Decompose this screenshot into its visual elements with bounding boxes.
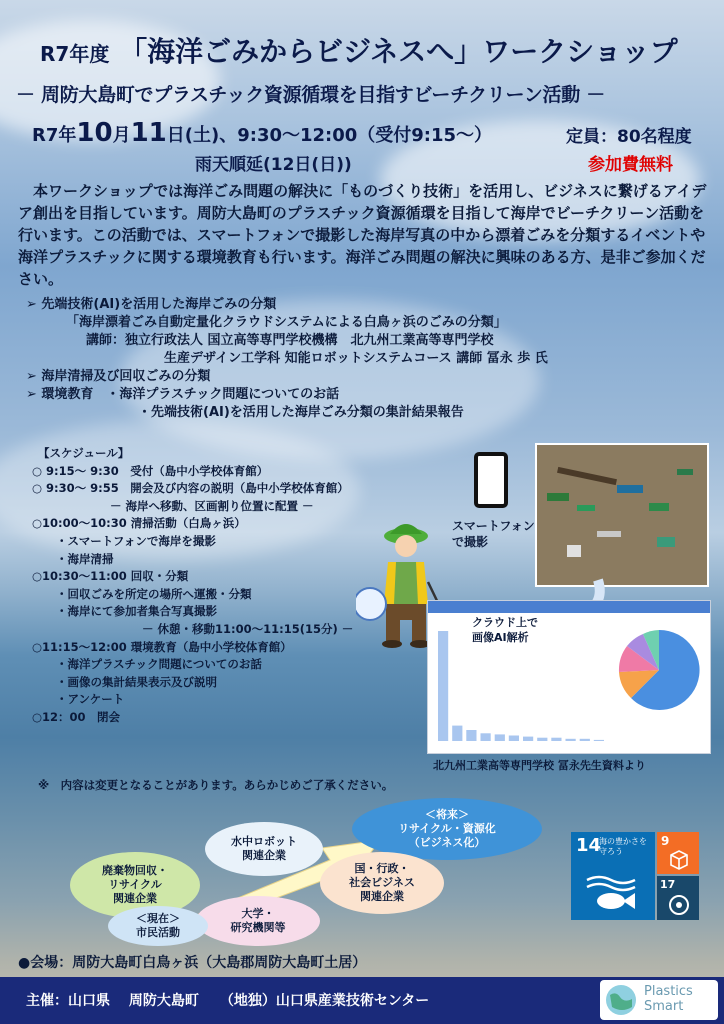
analysis-bar (495, 734, 505, 741)
fee-badge: 参加費無料 (588, 155, 673, 175)
sdg-14-badge (571, 832, 655, 920)
gov-bubble (320, 852, 444, 914)
gov-line: 関連企業 (359, 890, 404, 903)
schedule (32, 445, 353, 727)
schedule-item: ○10:00～10:30 清掃活動（白鳥ヶ浜） (32, 516, 246, 531)
footer-bar (0, 977, 724, 1024)
gov-line: 社会ビジネス (349, 876, 415, 889)
beach-photo (535, 443, 709, 587)
ai-analysis-screen (427, 600, 711, 754)
date-month: 10 (76, 118, 113, 148)
analysis-bar (594, 740, 604, 741)
sdg-9-number: 9 (661, 834, 670, 848)
sdg-17-number: 17 (660, 878, 676, 891)
schedule-item: － 海岸へ移動、区画割り位置に配置 － (110, 498, 314, 513)
organizers: 主催：山口県 周防大島町 （地独）山口県産業技術センター (26, 993, 430, 1009)
page-title (40, 30, 678, 70)
app-caption-line: クラウド上で (472, 616, 538, 629)
phone-caption-line: スマートフォン (452, 519, 535, 533)
future-bubble (352, 798, 542, 860)
analysis-bar (466, 730, 476, 741)
topic-item: 生産デザイン工学科 知能ロボットシステムコース 講師 冨永 歩 氏 (164, 351, 548, 366)
analysis-bar (438, 631, 448, 741)
schedule-item: ・アンケート (56, 692, 125, 707)
intro-paragraph: 本ワークショップでは海洋ごみ問題の解決に「ものづくり技術」を活用し、ビジネスに繋げるアイデア創出を目指しています。周防大島町のプラスチック資源循環を目指して海岸でビーチクリーン活動を行います。この活動では、スマートフォンで撮影した海岸写真の中から漂着ごみを分類するイベントや海洋プラスチックに関する環境教育も行います。海洋ごみ問題の解決に興味のある方、是非ご参加ください。 (18, 182, 707, 288)
analysis-bar-chart (436, 631, 606, 745)
date-time: 日(土)、9:30～12:00（受付9:15～） (166, 125, 493, 146)
robot-line: 関連企業 (242, 849, 286, 862)
waste-line: 関連企業 (113, 892, 157, 905)
schedule-item: ・海岸にて参加者集合写真撮影 (56, 604, 217, 619)
schedule-item: ○12：00 閉会 (32, 709, 121, 724)
logo-line: Smart (644, 999, 684, 1014)
analysis-bar (509, 736, 519, 742)
schedule-item: ・海岸清掃 (56, 551, 114, 566)
analysis-bar (481, 733, 491, 741)
analysis-bar (452, 726, 462, 741)
sdg-17-badge (657, 876, 699, 920)
phone-caption (452, 518, 535, 550)
robot-line: 水中ロボット (231, 835, 297, 848)
analysis-bar (580, 739, 590, 741)
logo-text (644, 984, 693, 1014)
waste-line: リサイクル (108, 878, 162, 891)
logo-line: Plastics (644, 984, 693, 999)
analysis-bar (551, 738, 561, 741)
univ-line: 研究機関等 (230, 921, 286, 934)
topic-item: ・先端技術(AI)を活用した海岸ごみ分類の集計結果報告 (138, 405, 464, 420)
analysis-bar (566, 739, 576, 741)
topic-item: 講師：独立行政法人 国立高等専門学校機構 北九州工業高等専門学校 (86, 333, 494, 348)
date-day: 11 (130, 118, 167, 148)
future-line: （ビジネス化） (408, 836, 486, 849)
date-prefix: R7年 (32, 125, 77, 146)
schedule-item: ○11:15～12:00 環境教育（島中小学校体育館） (32, 639, 292, 654)
smartphone-icon (474, 452, 508, 508)
sdg-9-badge (657, 832, 699, 874)
globe-icon (604, 983, 638, 1017)
schedule-item: ○ 9:15～ 9:30 受付（島中小学校体育館） (32, 463, 269, 478)
cube-icon (670, 850, 688, 870)
future-line: リサイクル・資源化 (398, 822, 496, 835)
topic-item: ➢ 先端技術(AI)を活用した海岸ごみの分類 (26, 297, 277, 312)
venue: ●会場：周防大島町白鳥ヶ浜（大島郡周防大島町土居） (18, 955, 367, 971)
schedule-item: ・画像の集計結果表示及び説明 (56, 674, 217, 689)
event-date (32, 118, 492, 148)
image-credit: 北九州工業高等専門学校 冨永先生資料より (433, 759, 646, 772)
title-text: 「海洋ごみからビジネスへ」ワークショップ (119, 35, 678, 68)
schedule-heading: 【スケジュール】 (38, 446, 130, 460)
topic-item: 「海岸漂着ごみ自動定量化クラウドシステムによる白鳥ヶ浜のごみの分類」 (66, 315, 507, 330)
waste-line: 廃棄物回収・ (102, 864, 168, 877)
app-header-bar (428, 601, 710, 613)
analysis-bar (537, 738, 547, 741)
date-month-unit: 月 (112, 125, 131, 146)
rain-note: 雨天順延(12日(日)) (195, 155, 352, 175)
capacity: 定員：80名程度 (566, 127, 692, 147)
topics-list (26, 296, 666, 422)
title-year: R7年度 (40, 42, 110, 66)
schedule-item: ・海洋プラスチック問題についてのお話 (56, 657, 262, 672)
schedule-item: － 休憩・移動11:00～11:15(15分) － (142, 621, 354, 636)
schedule-item: ・スマートフォンで海岸を撮影 (56, 533, 216, 548)
topic-item: ➢ 海岸清掃及び回収ごみの分類 (26, 369, 211, 384)
app-caption-line: 画像AI解析 (472, 631, 529, 644)
gov-line: 国・行政・ (354, 862, 410, 875)
flower-icon (668, 894, 690, 916)
phone-caption-line: で撮影 (452, 535, 489, 549)
analysis-bar (523, 737, 533, 741)
schedule-item: ○10:30～11:00 回収・分類 (32, 569, 189, 584)
schedule-item: ・回収ごみを所定の場所へ運搬・分類 (56, 586, 252, 601)
current-body: 市民活動 (136, 926, 180, 939)
current-title: ＜現在＞ (136, 912, 180, 925)
app-caption (472, 615, 538, 645)
change-note: ※ 内容は変更となることがあります。あらかじめご了承ください。 (38, 778, 394, 792)
analysis-pie-chart (616, 627, 702, 713)
page-subtitle: － 周防大島町でプラスチック資源循環を目指すビーチクリーン活動 － (16, 84, 605, 106)
current-bubble (108, 906, 208, 946)
future-title: ＜将来＞ (425, 808, 469, 821)
topic-item: ➢ 環境教育 ・海洋プラスチック問題についてのお話 (26, 387, 340, 402)
fish-icon (585, 872, 643, 912)
plastics-smart-logo (600, 980, 718, 1020)
sdg-14-number: 14 (576, 835, 602, 856)
sdg-14-label: 海の豊かさを守ろう (599, 837, 647, 856)
univ-bubble (196, 896, 320, 946)
robot-bubble (205, 822, 323, 876)
univ-line: 大学・ (241, 907, 275, 920)
schedule-item: ○ 9:30～ 9:55 開会及び内容の説明（島中小学校体育館） (32, 481, 349, 496)
